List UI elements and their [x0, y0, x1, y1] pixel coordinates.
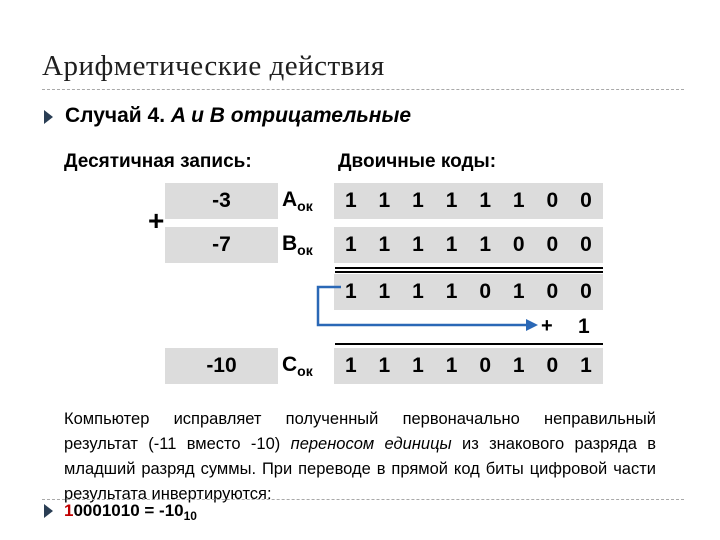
bit: 0: [546, 280, 559, 303]
bit: 1: [412, 354, 424, 377]
bit: 1: [378, 233, 391, 256]
bit: 1: [445, 233, 458, 256]
bit: 1: [445, 189, 458, 212]
bit: 1: [344, 354, 357, 377]
bit: 1: [344, 189, 357, 212]
bit: 1: [580, 354, 592, 377]
bullet-arrow-icon: [44, 504, 53, 518]
bottom-divider: [42, 499, 684, 500]
bit: 0: [580, 189, 592, 212]
explanation-paragraph: Компьютер исправляет полученный первоначально неправильный результат (-11 вместо -10) переносом единицы из знакового разряда в младший разряд суммы. При переводе в прямой код биты цифровой части результата инвертируются:: [64, 410, 657, 503]
case-description: A и B отрицательные: [170, 104, 412, 127]
bit: 0: [580, 233, 592, 256]
bit: 0: [580, 280, 592, 303]
bit: 0: [546, 354, 559, 377]
bit: 1: [412, 233, 424, 256]
binary-header: Двоичные коды:: [338, 151, 497, 172]
label-b: $B_{ок}$: [282, 232, 313, 258]
bit: 0: [546, 189, 559, 212]
bit: 0: [546, 233, 559, 256]
bit: 1: [512, 280, 525, 303]
plus-sign: +: [148, 205, 165, 236]
final-result: $10001010 = -10_{10}$: [64, 501, 197, 523]
bit: 1: [378, 354, 391, 377]
bit: 1: [412, 280, 424, 303]
bit: 1: [445, 354, 458, 377]
bit: 0: [512, 233, 525, 256]
bit: 1: [512, 189, 525, 212]
decimal-c: -10: [165, 348, 278, 384]
decimal-header: Десятичная запись:: [64, 151, 252, 172]
bit: 1: [445, 280, 458, 303]
case-prefix: Случай 4.: [65, 104, 166, 127]
slide-title: Арифметические действия: [42, 50, 385, 82]
bit: 1: [378, 280, 391, 303]
carry-plus: +: [541, 315, 553, 337]
bit: 1: [378, 189, 391, 212]
bit: 0: [479, 354, 492, 377]
bit: 1: [412, 189, 424, 212]
label-a: $A_{ок}$: [282, 188, 313, 214]
bits-c: [334, 348, 603, 384]
bit: 1: [344, 233, 357, 256]
bit: 1: [344, 280, 357, 303]
result-rule: [335, 343, 603, 345]
carry-one: 1: [578, 315, 590, 338]
decimal-b: -7: [165, 227, 278, 263]
bit: 0: [479, 280, 492, 303]
decimal-a: -3: [165, 183, 278, 219]
bit: 1: [479, 189, 492, 212]
bit: 1: [479, 233, 492, 256]
bit: 1: [512, 354, 525, 377]
label-c: $C_{ок}$: [282, 353, 313, 379]
